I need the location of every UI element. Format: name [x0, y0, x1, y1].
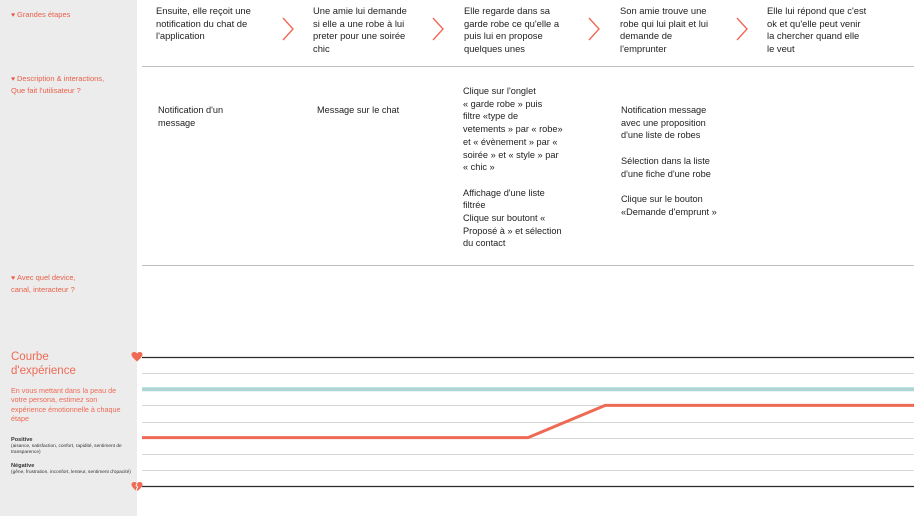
- experience-series-line: [142, 405, 914, 437]
- step-1: Ensuite, elle reçoit une notification du chat de l'application: [156, 5, 251, 42]
- step-4: Son amie trouve une robe qui lui plait et lui demande de l'emprunter: [620, 5, 709, 54]
- section-label-device: ♥ Avec quel device, canal, interacteur ?: [11, 273, 76, 294]
- section-label-description: ♥ Description & interactions, Que fait l'utilisateur ?: [11, 74, 105, 95]
- legend-positive-title: Positive: [11, 437, 33, 443]
- heart-bullet-icon: ♥: [11, 12, 16, 19]
- step-3: Elle regarde dans sa garde robe ce qu'elle a puis lui en propose quelques unes: [464, 5, 560, 54]
- section-label-grandes-etapes: ♥ Grandes étapes: [11, 10, 71, 19]
- legend-negative-title: Négative: [11, 463, 35, 469]
- step-5: Elle lui répond que c'est ok et qu'elle peut venir la chercher quand elle le veut: [767, 5, 867, 54]
- legend-negative-subtitle: (gêne, frustration, inconfort, lenteur, sentiment d'opacité): [11, 470, 131, 475]
- step-2: Une amie lui demande si elle a une robe à lui preter pour une soirée chic: [313, 5, 407, 54]
- legend-positive-subtitle: (aisance, satisfaction, confort, rapidité, sentiment de transparence): [11, 444, 122, 455]
- courbe-title: Courbe d'expérience: [11, 351, 76, 377]
- heart-bullet-icon: ♥: [11, 275, 16, 282]
- description-4: Notification message avec une proposition d'une liste de robes Sélection dans la liste d'une fiche d'une robe Clique sur le bouton «Demande d'emprunt »: [621, 105, 717, 217]
- description-3: Clique sur l'onglet « garde robe » puis filtre «type de vetements » par « robe» et « évènement » par « soirée » et « style » par « chic » Affichage d'une liste filtrée Clique sur boutont « Proposé à » et sélection du contact: [463, 86, 563, 249]
- description-1: Notification d'un message: [158, 105, 224, 128]
- courbe-description: En vous mettant dans la peau de votre persona, estimez son expérience émotionnelle à chaque étape: [11, 386, 121, 424]
- description-2: Message sur le chat: [317, 105, 400, 115]
- heart-bullet-icon: ♥: [11, 76, 16, 83]
